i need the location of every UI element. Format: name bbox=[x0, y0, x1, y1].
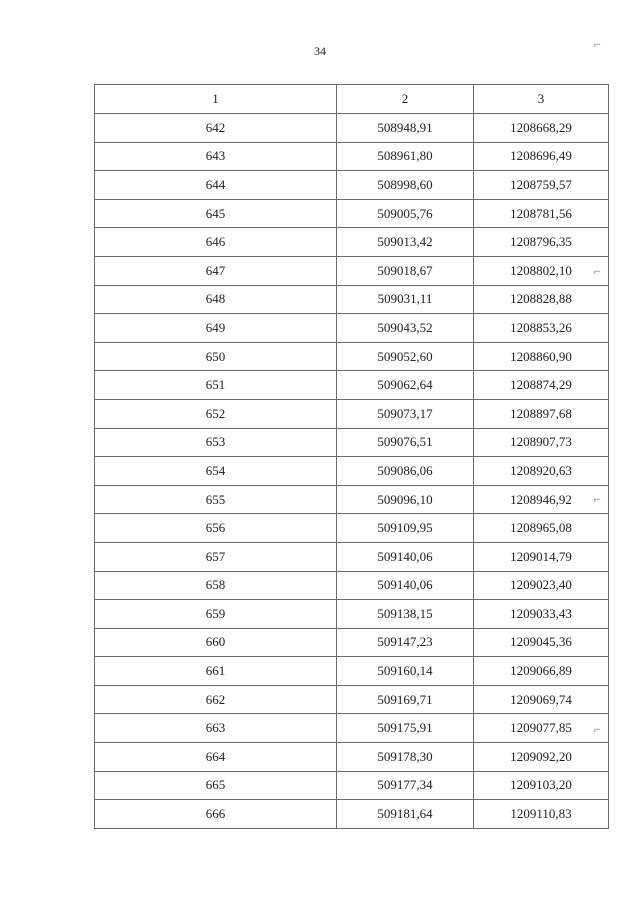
y-coordinate-cell: 1208802,10 bbox=[474, 256, 609, 285]
y-coordinate-cell: 1209066,89 bbox=[474, 657, 609, 686]
table-row bbox=[95, 542, 609, 571]
table-row bbox=[95, 771, 609, 800]
point-number-cell: 646 bbox=[95, 228, 337, 257]
point-number-cell: 664 bbox=[95, 743, 337, 772]
point-number-cell: 657 bbox=[95, 542, 337, 571]
x-coordinate-cell: 509175,91 bbox=[337, 714, 474, 743]
margin-tick-mark: ⌐ bbox=[594, 264, 601, 278]
point-number-cell: 662 bbox=[95, 685, 337, 714]
point-number-cell: 648 bbox=[95, 285, 337, 314]
point-number-cell: 656 bbox=[95, 514, 337, 543]
y-coordinate-cell: 1209110,83 bbox=[474, 800, 609, 829]
y-coordinate-cell: 1209014,79 bbox=[474, 542, 609, 571]
point-number-cell: 653 bbox=[95, 428, 337, 457]
table-row bbox=[95, 628, 609, 657]
point-number-cell: 651 bbox=[95, 371, 337, 400]
y-coordinate-cell: 1208965,08 bbox=[474, 514, 609, 543]
margin-tick-mark: ⌐ bbox=[594, 37, 601, 51]
y-coordinate-cell: 1208696,49 bbox=[474, 142, 609, 171]
point-number-cell: 644 bbox=[95, 171, 337, 200]
x-coordinate-cell: 509181,64 bbox=[337, 800, 474, 829]
table-row bbox=[95, 199, 609, 228]
y-coordinate-cell: 1208897,68 bbox=[474, 399, 609, 428]
point-number-cell: 649 bbox=[95, 314, 337, 343]
table-row bbox=[95, 600, 609, 629]
y-coordinate-cell: 1209033,43 bbox=[474, 600, 609, 629]
point-number-cell: 665 bbox=[95, 771, 337, 800]
x-coordinate-cell: 509005,76 bbox=[337, 199, 474, 228]
table-row bbox=[95, 371, 609, 400]
x-coordinate-cell: 508998,60 bbox=[337, 171, 474, 200]
table-row bbox=[95, 171, 609, 200]
y-coordinate-cell: 1208946,92 bbox=[474, 485, 609, 514]
point-number-cell: 645 bbox=[95, 199, 337, 228]
table-row bbox=[95, 114, 609, 143]
x-coordinate-cell: 509018,67 bbox=[337, 256, 474, 285]
table-row bbox=[95, 571, 609, 600]
y-coordinate-cell: 1208828,88 bbox=[474, 285, 609, 314]
y-coordinate-cell: 1208781,56 bbox=[474, 199, 609, 228]
x-coordinate-cell: 509076,51 bbox=[337, 428, 474, 457]
y-coordinate-cell: 1209023,40 bbox=[474, 571, 609, 600]
x-coordinate-cell: 509031,11 bbox=[337, 285, 474, 314]
y-coordinate-cell: 1208759,57 bbox=[474, 171, 609, 200]
x-coordinate-cell: 509147,23 bbox=[337, 628, 474, 657]
table-row bbox=[95, 256, 609, 285]
y-coordinate-cell: 1209077,85 bbox=[474, 714, 609, 743]
y-coordinate-cell: 1209103,20 bbox=[474, 771, 609, 800]
table-body bbox=[95, 114, 609, 829]
y-coordinate-cell: 1208796,35 bbox=[474, 228, 609, 257]
margin-tick-mark: ⌐ bbox=[594, 722, 601, 736]
x-coordinate-cell: 508948,91 bbox=[337, 114, 474, 143]
point-number-cell: 647 bbox=[95, 256, 337, 285]
table-row bbox=[95, 285, 609, 314]
table-row bbox=[95, 514, 609, 543]
point-number-cell: 666 bbox=[95, 800, 337, 829]
y-coordinate-cell: 1209069,74 bbox=[474, 685, 609, 714]
point-number-cell: 660 bbox=[95, 628, 337, 657]
y-coordinate-cell: 1208668,29 bbox=[474, 114, 609, 143]
y-coordinate-cell: 1208853,26 bbox=[474, 314, 609, 343]
page-number: 34 bbox=[314, 44, 326, 58]
y-coordinate-cell: 1208907,73 bbox=[474, 428, 609, 457]
table-row bbox=[95, 142, 609, 171]
y-coordinate-cell: 1208874,29 bbox=[474, 371, 609, 400]
point-number-cell: 661 bbox=[95, 657, 337, 686]
table-row bbox=[95, 657, 609, 686]
x-coordinate-cell: 509109,95 bbox=[337, 514, 474, 543]
point-number-cell: 658 bbox=[95, 571, 337, 600]
x-coordinate-cell: 509096,10 bbox=[337, 485, 474, 514]
x-coordinate-cell: 509086,06 bbox=[337, 457, 474, 486]
x-coordinate-cell: 509160,14 bbox=[337, 657, 474, 686]
x-coordinate-cell: 508961,80 bbox=[337, 142, 474, 171]
x-coordinate-cell: 509169,71 bbox=[337, 685, 474, 714]
x-coordinate-cell: 509178,30 bbox=[337, 743, 474, 772]
x-coordinate-cell: 509013,42 bbox=[337, 228, 474, 257]
x-coordinate-cell: 509177,34 bbox=[337, 771, 474, 800]
x-coordinate-cell: 509043,52 bbox=[337, 314, 474, 343]
table-row bbox=[95, 743, 609, 772]
x-coordinate-cell: 509138,15 bbox=[337, 600, 474, 629]
y-coordinate-cell: 1208920,63 bbox=[474, 457, 609, 486]
x-coordinate-cell: 509140,06 bbox=[337, 571, 474, 600]
table-row bbox=[95, 800, 609, 829]
table-row bbox=[95, 685, 609, 714]
x-coordinate-cell: 509052,60 bbox=[337, 342, 474, 371]
table-row bbox=[95, 314, 609, 343]
y-coordinate-cell: 1209045,36 bbox=[474, 628, 609, 657]
point-number-cell: 654 bbox=[95, 457, 337, 486]
table-row bbox=[95, 342, 609, 371]
table-row bbox=[95, 399, 609, 428]
coordinates-table bbox=[94, 84, 609, 829]
x-coordinate-cell: 509062,64 bbox=[337, 371, 474, 400]
y-coordinate-cell: 1209092,20 bbox=[474, 743, 609, 772]
point-number-cell: 652 bbox=[95, 399, 337, 428]
column-header-1: 1 bbox=[95, 85, 337, 114]
point-number-cell: 643 bbox=[95, 142, 337, 171]
table-row bbox=[95, 714, 609, 743]
column-header-2: 2 bbox=[337, 85, 474, 114]
point-number-cell: 663 bbox=[95, 714, 337, 743]
y-coordinate-cell: 1208860,90 bbox=[474, 342, 609, 371]
table-row bbox=[95, 457, 609, 486]
table-row bbox=[95, 428, 609, 457]
point-number-cell: 642 bbox=[95, 114, 337, 143]
point-number-cell: 655 bbox=[95, 485, 337, 514]
table-header-row bbox=[95, 85, 609, 114]
table-row bbox=[95, 485, 609, 514]
x-coordinate-cell: 509140,06 bbox=[337, 542, 474, 571]
x-coordinate-cell: 509073,17 bbox=[337, 399, 474, 428]
column-header-3: 3 bbox=[474, 85, 609, 114]
point-number-cell: 659 bbox=[95, 600, 337, 629]
point-number-cell: 650 bbox=[95, 342, 337, 371]
table-row bbox=[95, 228, 609, 257]
margin-tick-mark: ⌐ bbox=[594, 492, 601, 506]
